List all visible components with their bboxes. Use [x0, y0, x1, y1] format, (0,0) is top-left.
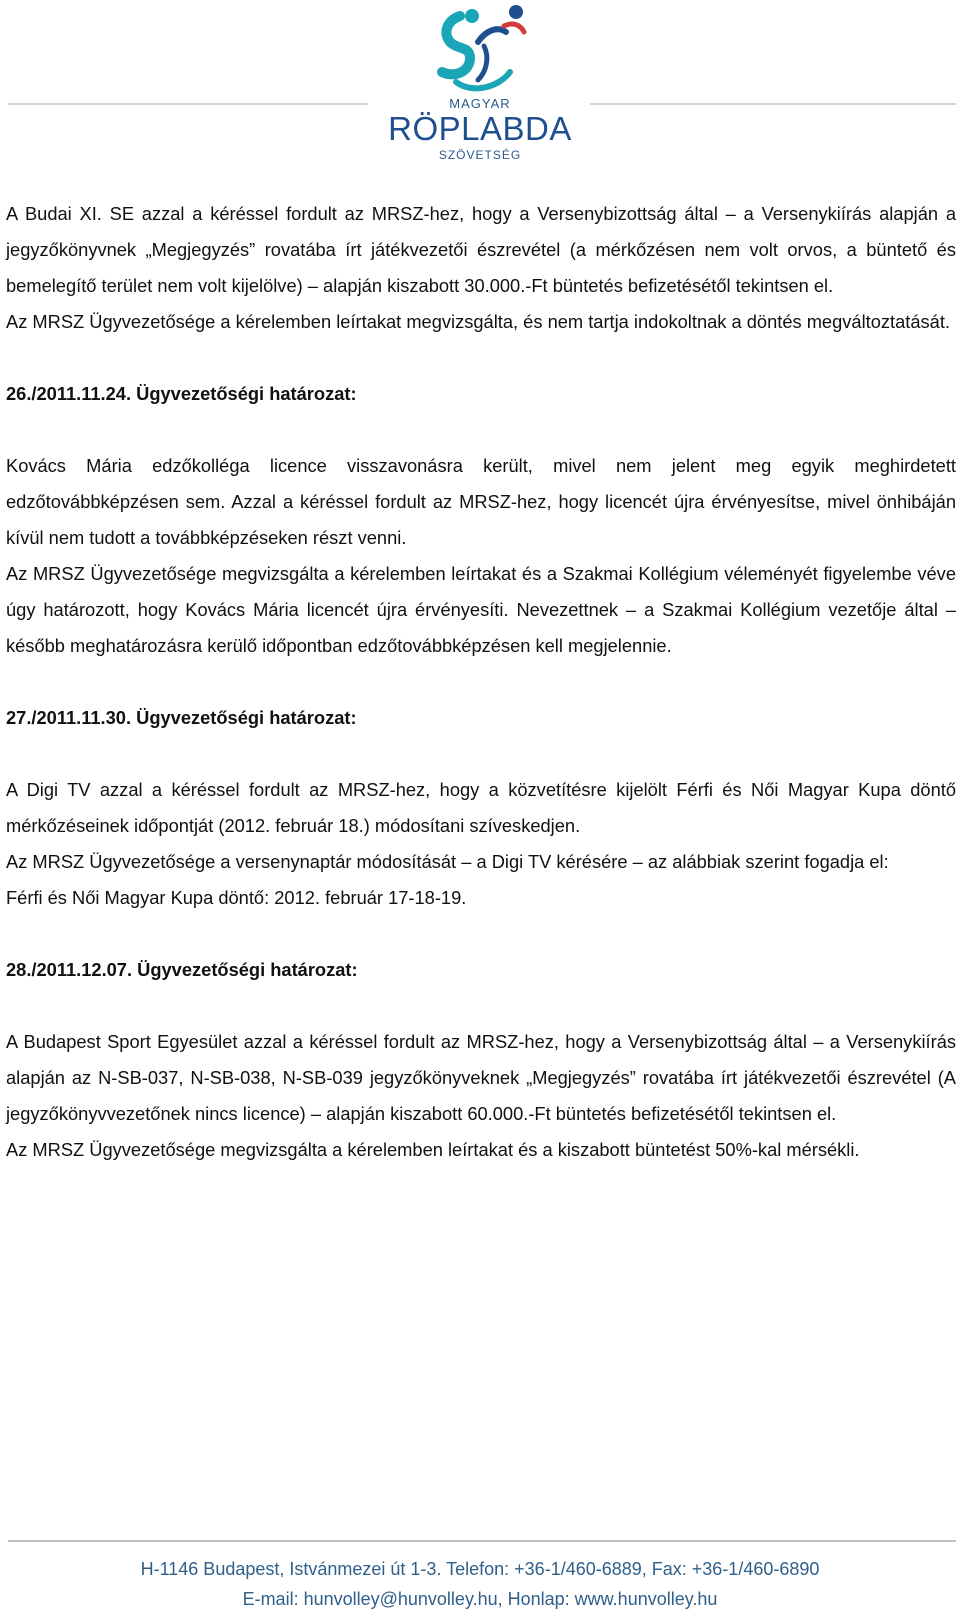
paragraph-kovacs-request: Kovács Mária edzőkolléga licence visszavonásra került, mivel nem jelent meg egyik meghirdetett edzőtovábbképzésen sem. Azzal a kéréssel fordult az MRSZ-hez, hogy licencét újra érvényesítse, mivel önhibáján kívül nem tudott a továbbképzéseken részt venni.: [6, 455, 956, 548]
paragraph-digi-request: A Digi TV azzal a kéréssel fordult az MRSZ-hez, hogy a közvetítésre kijelölt Férfi és Női Magyar Kupa döntő mérkőzéseinek időpontját (2012. február 18.) módosítani szíveskedjen.: [6, 779, 956, 836]
paragraph-bse-decision: Az MRSZ Ügyvezetősége megvizsgálta a kérelemben leírtakat és a kiszabott büntetést 50%-kal mérsékli.: [6, 1139, 860, 1160]
volleyball-player-logo-icon: [420, 2, 540, 98]
footer-address: H-1146 Budapest, Istvánmezei út 1-3. Telefon: +36-1/460-6889, Fax: +36-1/460-6890: [140, 1559, 820, 1579]
paragraph-bse-request: A Budapest Sport Egyesület azzal a kéréssel fordult az MRSZ-hez, hogy a Versenybizottság által – a Versenykiírás alapján az N-SB-037, N-SB-038, N-SB-039 jegyzőkönyveknek „Megjegyzés” rovatába írt játékvezetői észrevétel (A jegyzőkönyvvezetőnek nincs licence) – alapján kiszabott 60.000.-Ft büntetés befizetésétől tekintsen el.: [6, 1031, 956, 1124]
resolution-heading-26: 26./2011.11.24. Ügyvezetőségi határozat:: [6, 383, 357, 404]
mrsz-logo: [380, 0, 580, 170]
logo-text-magyar: MAGYAR: [449, 96, 511, 111]
paragraph-budai-decision: Az MRSZ Ügyvezetősége a kérelemben leírtakat megvizsgálta, és nem tartja indokoltnak a döntés megváltoztatását.: [6, 311, 950, 332]
paragraph-kovacs-decision: Az MRSZ Ügyvezetősége megvizsgálta a kérelemben leírtakat és a Szakmai Kollégium véleményét figyelembe véve úgy határozott, hogy Kovács Mária licencét újra érvényesíti. Nevezettnek – a Szakmai Kollégium vezetője által – később meghatározásra kerülő időpontban edzőtovábbképzésen kell megjelennie.: [6, 563, 956, 656]
paragraph-budai-request: A Budai XI. SE azzal a kéréssel fordult az MRSZ-hez, hogy a Versenybizottság által – a Versenykiírás alapján a jegyzőkönyvnek „Megjegyzés” rovatába írt játékvezetői észrevétel (a mérkőzésen nem volt orvos, a büntető és bemelegítő terület nem volt kijelölve) – alapján kiszabott 30.000.-Ft büntetés befizetésétől tekintsen el.: [6, 203, 956, 296]
header-rule-right: [590, 103, 956, 105]
paragraph-cup-final-dates: Férfi és Női Magyar Kupa döntő: 2012. február 17-18-19.: [6, 887, 467, 908]
resolution-heading-27: 27./2011.11.30. Ügyvezetőségi határozat:: [6, 707, 357, 728]
header-rule-left: [8, 103, 368, 105]
document-body: [6, 196, 956, 1168]
resolution-heading-28: 28./2011.12.07. Ügyvezetőségi határozat:: [6, 959, 358, 980]
footer-contact: E-mail: hunvolley@hunvolley.hu, Honlap: www.hunvolley.hu: [242, 1589, 718, 1609]
paragraph-digi-decision: Az MRSZ Ügyvezetősége a versenynaptár módosítását – a Digi TV kérésére – az alábbiak szerint fogadja el:: [6, 851, 889, 872]
logo-text-szovetseg: SZÖVETSÉG: [438, 148, 522, 162]
footer-rule: [8, 1540, 956, 1542]
logo-text-roplabda: RÖPLABDA: [388, 110, 572, 147]
footer: [0, 1554, 960, 1614]
